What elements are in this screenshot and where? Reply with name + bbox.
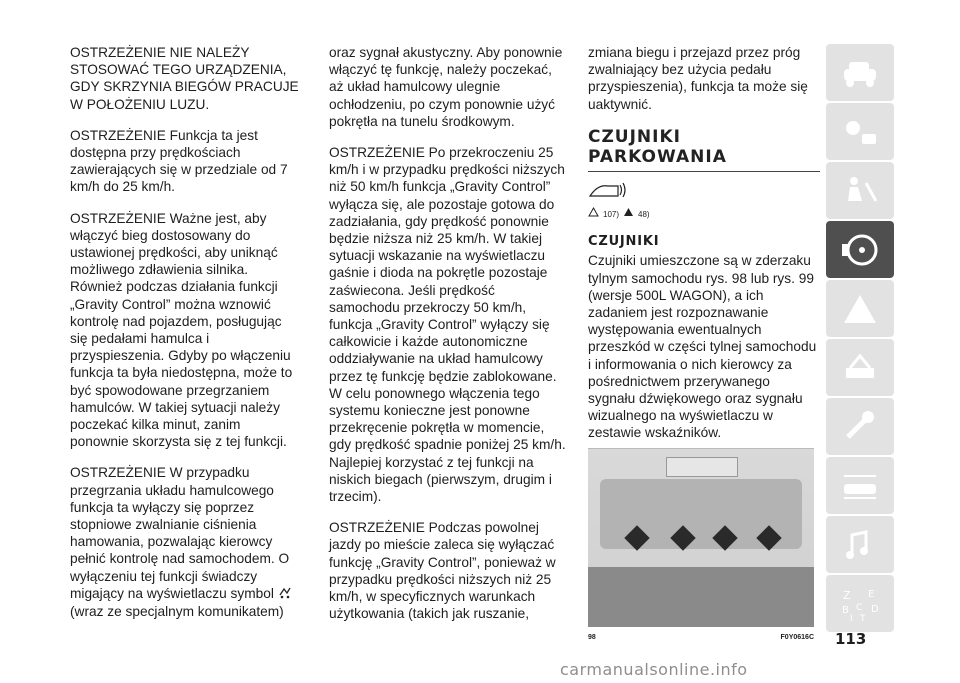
warning-triangle-icon [588,206,599,223]
underbody [588,567,814,627]
section-title-line-1: CZUJNIKI [588,126,681,147]
paragraph-warning-neutral: OSTRZEŻENIE NIE NALEŻY STOSOWAĆ TEGO URZĄDZENIA, GDY SKRZYNIA BIEGÓW PRACUJE W POŁOŻENIU LUZU. [70,45,299,112]
paragraph-sensors: Czujniki umieszczone są w zderzaku tylnym samochodu rys. 98 lub rys. 99 (wersje 500L WAGON), a ich zadaniem jest rozpoznawanie występowania ewentualnych przeszkód w części tylnej samochodu i informowania o nich kierowcy za pośrednictwem przerywanego sygnału dźwiękowego oraz sygnału wizualnego na wyświetlaczu w zestawie wskaźników. [588,253,817,441]
paragraph-gear-warning: OSTRZEŻENIE Ważne jest, aby włączyć bieg dostosowany do ustawionej prędkości, aby uniknąć możliwego zdławienia silnika. Również podczas działania funkcji „Gravity Control” można wznowić kontrolę nad pojazdem, posługując się pedałami hamulca i przyspieszenia. Gdyby po włączeniu funkcja ta była niedostępna, może to być spowodowane przegrzaniem hamulców. W takiej sytuacji należy poczekać kilka minut, zanim ponownie skorzysta się z tej funkcji. [70,210,293,450]
overheat-text-end: (wraz ze specjalnym komunikatem) [70,604,284,620]
tab-dashboard-lights[interactable] [826,103,894,160]
index-letter: B [842,604,849,616]
tab-jack-tire[interactable] [826,339,894,396]
index-abc-icon [838,586,882,622]
watermark: carmanualsonline.info [560,660,748,679]
license-plate-area [666,457,738,477]
caution-triangle-icon [623,206,634,223]
wrench-icon [838,409,882,445]
overheat-text: OSTRZEŻENIE W przypadku przegrzania układu hamulcowego funkcja ta wyłączy się poprzez stopniowe zwalnianie ciśnienia hamowania, pozwalając kierowcy pełnić kontrolę nad samochodem. O wyłączeniu tej funkcji świadczy migający na wyświetlaczu symbol [70,465,290,601]
page-number: 113 [835,630,867,648]
paragraph-acoustic: oraz sygnał akustyczny. Aby ponownie włączyć tę funkcję, należy poczekać, aż układ hamulcowy ulegnie ochłodzeniu, po czym ponownie użyć pokrętła na tunelu środkowym. [329,45,563,129]
tab-steering-wheel[interactable] [826,221,894,278]
specs-car-icon [838,468,882,504]
paragraph-activation: zmiana biegu i przejazd przez próg zwalniający bez użycia pedału przyspieszenia), funkcja ta może się uaktywnić. [588,45,808,112]
warning-triangle-icon [838,291,882,327]
index-letter: Z [843,588,851,602]
column-1 [70,44,302,635]
dashboard-lights-icon [838,114,882,150]
index-letter: C [856,602,863,613]
tab-multimedia[interactable] [826,516,894,573]
column-3 [588,44,820,646]
tab-seat-airbag[interactable] [826,162,894,219]
index-letter: I [850,613,853,622]
jack-tire-icon [838,350,882,386]
index-letter: E [868,588,875,600]
tab-index[interactable] [826,575,894,632]
warning-references [588,206,820,223]
parking-sensor-icon [588,180,820,204]
figure-rear-bumper [588,448,814,627]
section-title [588,127,820,167]
tab-specs[interactable] [826,457,894,514]
figure-code: F0Y0616C [780,633,814,641]
paragraph-overheat [70,464,302,620]
chapter-sidebar [826,44,894,634]
steering-wheel-icon [838,232,882,268]
gravity-control-symbol-icon [278,585,292,603]
tab-wrench[interactable] [826,398,894,455]
music-nav-icon [838,527,882,563]
subsection-title: CZUJNIKI [588,234,660,250]
paragraph-speed-limits: OSTRZEŻENIE Po przekroczeniu 25 km/h i w przypadku prędkości niższych niż 50 km/h funkcja „Gravity Control” wyłącza się, ale pozostaje gotowa do zadziałania, gdy prędkość ponownie będzie niższa niż 25 km/h. W takiej sytuacji wskazanie na wyświetlaczu gaśnie i dioda na pokrętle pozostaje zaświecona. Jeśli prędkość samochodu przekroczy 50 km/h, funkcja „Gravity Control” wyłączy się całkowicie i każde autonomiczne oddziaływanie na układ hamulcowy przez tę funkcję będzie zablokowane. W celu ponownego włączenia tego systemu konieczne jest ponowne przekręcenie pokrętła w momencie, gdy prędkość spadnie poniżej 25 km/h. Najlepiej korzystać z tej funkcji na niskich biegach (pierwszym, drugim i trzecim). [329,145,566,505]
section-divider [588,171,820,172]
warning-ref-2: 48) [638,210,650,220]
figure-number: 98 [588,633,596,641]
car-icon [838,55,882,91]
warning-ref-1: 107) [603,210,620,220]
index-letter: T [860,613,866,622]
tab-car[interactable] [826,44,894,101]
column-2 [329,44,569,637]
paragraph-speed-range: OSTRZEŻENIE Funkcja ta jest dostępna przy prędkościach zawierających się w przedziale od 7 km/h do 25 km/h. [70,127,288,195]
paragraph-city-driving: OSTRZEŻENIE Podczas powolnej jazdy po mieście zaleca się wyłączać funkcję „Gravity Control”, ponieważ w przypadku prędkości niższych niż 25 km/h, w specyficznych warunkach użytkowania (takich jak ruszanie, [329,520,556,622]
seat-airbag-icon [838,173,882,209]
section-title-line-2: PARKOWANIA [588,146,727,167]
tab-warning[interactable] [826,280,894,337]
index-letter: D [871,603,879,615]
figure-caption [588,629,814,646]
